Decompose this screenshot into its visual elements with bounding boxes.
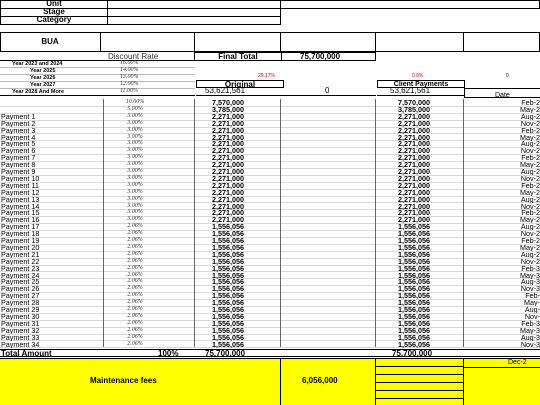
payment-amount: 1,556,056 [212, 306, 244, 313]
payment-name: Payment 1 [1, 112, 36, 120]
client-payment-amount: 3,785,000 [398, 105, 430, 113]
year-label: Year 2023 and 2024 [12, 61, 63, 67]
payment-amount: 1,556,056 [212, 264, 244, 272]
payment-amount: 1,556,056 [212, 292, 244, 300]
client-payment-amount: 2,271,000 [398, 181, 430, 189]
client-payment-amount: 2,271,000 [398, 154, 430, 162]
payment-date: Aug- [524, 306, 540, 313]
client-payment-amount: 1,556,056 [398, 278, 430, 286]
payment-name: Payment 30 [1, 312, 40, 320]
payment-name: Payment 14 [1, 202, 40, 210]
year-rate: 11.00% [120, 88, 139, 94]
payment-amount: 2,271,000 [212, 181, 244, 189]
client-payment-amount: 2,271,000 [398, 209, 430, 217]
payment-date: Aug-3 [520, 333, 540, 341]
payment-name: Payment 18 [1, 230, 40, 238]
year-label: Year 2025 [30, 68, 56, 74]
payment-rate: 3.00% [127, 202, 143, 209]
payment-name: Payment 2 [1, 119, 36, 127]
client-payment-amount: 1,556,056 [398, 292, 430, 300]
payment-rate: 3.00% [127, 126, 143, 133]
client-payment-amount: 1,556,056 [398, 326, 430, 334]
payment-rate: 2.06% [127, 243, 143, 250]
payment-amount: 2,271,000 [212, 216, 244, 224]
payment-rate: 2.06% [127, 264, 143, 271]
discount-rate-label: Discount Rate [108, 52, 159, 61]
payment-date: Nov-2 [520, 174, 540, 182]
payment-name: Payment 11 [1, 181, 39, 189]
client-payment-amount: 1,556,056 [398, 223, 430, 231]
client-underline [377, 95, 465, 96]
bua-divider-2 [194, 32, 195, 52]
client-payments-label: Client Payments [377, 80, 465, 88]
payment-rate: 2.06% [127, 257, 143, 264]
payment-name: Payment 19 [1, 237, 40, 244]
client-payment-amount: 2,271,000 [398, 202, 430, 210]
column-divider [463, 99, 464, 347]
column-divider [194, 99, 195, 347]
client-payment-amount: 1,556,056 [398, 230, 430, 238]
payment-name: Payment 20 [1, 243, 40, 251]
payment-rate: 2.06% [127, 271, 143, 278]
client-payment-amount: 2,271,000 [398, 195, 430, 203]
column-divider [103, 99, 104, 347]
payment-amount: 2,271,000 [212, 112, 244, 120]
payment-amount: 2,271,000 [212, 147, 244, 155]
payment-date: Aug-2 [520, 140, 540, 148]
payment-rate: 3.00% [127, 112, 143, 119]
maintenance-label: Maintenance fees [90, 376, 157, 385]
payment-rate: 3.00% [127, 174, 143, 181]
payment-date: Nov-2 [520, 119, 540, 127]
client-payment-amount: 1,556,056 [398, 312, 430, 320]
payment-amount: 1,556,056 [212, 250, 244, 258]
client-value: 53,621,561 [390, 86, 431, 95]
payment-amount: 1,556,056 [212, 237, 244, 244]
payment-date: Feb-2 [521, 126, 540, 134]
payment-name: Payment 6 [1, 147, 36, 155]
payment-rate: 2.06% [127, 319, 143, 326]
payment-rate: 2.06% [127, 326, 143, 333]
client-payment-amount: 1,556,056 [398, 340, 430, 348]
payment-date: Aug-2 [520, 250, 540, 258]
payment-amount: 2,271,000 [212, 161, 244, 169]
total-row [0, 349, 540, 357]
unit-extra-cell [280, 0, 540, 9]
client-payment-amount: 2,271,000 [398, 216, 430, 224]
maintenance-subline-3 [376, 382, 463, 383]
payment-amount: 2,271,000 [212, 119, 244, 127]
client-payment-amount: 2,271,000 [398, 126, 430, 134]
year-table [0, 60, 195, 94]
payment-amount: 7,570,000 [212, 99, 244, 106]
payment-amount: 1,556,056 [212, 271, 244, 279]
payment-date: Aug-2 [520, 195, 540, 203]
payment-date: Feb- [525, 292, 540, 300]
payment-rate: 2.06% [127, 223, 143, 230]
payment-name: Payment 7 [1, 154, 36, 162]
maintenance-divider-3 [463, 358, 464, 405]
payment-date: Feb-2 [521, 154, 540, 162]
year-row [0, 82, 195, 89]
maintenance-divider-1 [280, 358, 281, 405]
column-divider [280, 99, 281, 347]
payment-name: Payment 16 [1, 216, 40, 224]
payment-date: May-2 [520, 243, 540, 251]
year-rate: 12.00% [120, 81, 139, 87]
payment-date: May-2 [520, 133, 540, 141]
year-rate: 16.00% [120, 60, 139, 66]
year-rate: 13.00% [120, 74, 139, 80]
payment-date: May-3 [520, 326, 540, 334]
client-payment-amount: 2,271,000 [398, 140, 430, 148]
client-payment-amount: 1,556,056 [398, 271, 430, 279]
payment-amount: 1,556,056 [212, 278, 244, 286]
table-row [0, 341, 540, 349]
mid-percent-b: 0.0% [412, 73, 424, 79]
stage-label: Stage [43, 7, 65, 16]
payment-date: May-2 [520, 188, 540, 196]
date-label: Date [495, 92, 510, 99]
client-payment-amount: 1,556,056 [398, 333, 430, 341]
payment-date: Feb-3 [521, 264, 540, 272]
payment-amount: 1,556,056 [212, 223, 244, 231]
payment-rate: 2.06% [127, 333, 143, 340]
payment-amount: 1,556,056 [212, 230, 244, 238]
client-payment-amount: 1,556,056 [398, 243, 430, 251]
column-divider [375, 99, 376, 347]
payment-rate: 2.06% [127, 278, 143, 285]
payment-date: Aug-2 [520, 168, 540, 175]
payment-amount: 2,271,000 [212, 154, 244, 162]
category-label: Category [36, 15, 72, 24]
payment-name: Payment 22 [1, 257, 40, 265]
payment-amount: 1,556,056 [212, 257, 244, 265]
client-payment-amount: 1,556,056 [398, 264, 430, 272]
original-value: 53,621,561 [205, 86, 246, 95]
client-payment-amount: 1,556,056 [398, 237, 430, 244]
client-payment-amount: 1,556,056 [398, 250, 430, 258]
final-total-label: Final Total [194, 52, 282, 61]
payment-rate: 2.06% [127, 299, 143, 306]
payment-rate: 3.00% [127, 209, 143, 216]
payment-amount: 2,271,000 [212, 202, 244, 210]
payment-rate: 10.00% [125, 99, 145, 105]
payment-date: Nov-3 [520, 285, 540, 293]
maintenance-value: 6,056,000 [302, 376, 338, 385]
unit-label: Unit [46, 0, 62, 8]
payment-name: Payment 8 [1, 161, 36, 169]
payment-rate: 2.06% [127, 340, 143, 347]
client-payment-amount: 2,271,000 [398, 147, 430, 155]
zero-value: 0 [325, 86, 330, 95]
payment-name: Payment 12 [1, 188, 40, 196]
total-percent: 100% [158, 349, 179, 358]
payment-amount: 1,556,056 [212, 312, 244, 320]
client-payment-amount: 2,271,000 [398, 188, 430, 196]
payment-rate: 3.00% [127, 140, 143, 147]
payment-amount: 2,271,000 [212, 168, 244, 175]
payment-rate: 3.00% [127, 154, 143, 161]
maintenance-subline-2 [376, 374, 463, 375]
client-payment-amount: 2,271,000 [398, 174, 430, 182]
payment-date: Nov-2 [520, 257, 540, 265]
payment-name: Payment 21 [1, 250, 40, 258]
payment-date: Nov-3 [520, 340, 540, 348]
payment-name: Payment 28 [1, 299, 40, 307]
payment-rate: 3.00% [127, 195, 143, 202]
maintenance-date-line [464, 367, 540, 368]
payment-date: Feb-3 [521, 319, 540, 327]
payment-date: May-2 [520, 216, 540, 224]
payment-date: Aug-2 [520, 112, 540, 120]
bua-divider-4 [375, 32, 376, 52]
payment-rate: 3.00% [127, 168, 143, 174]
payment-date: May-3 [520, 271, 540, 279]
payment-name: Payment 25 [1, 278, 40, 286]
payment-date: May-2 [520, 105, 540, 113]
client-payment-amount: 2,271,000 [398, 119, 430, 127]
bua-divider-1 [100, 32, 101, 52]
total-payment: 75,700,000 [392, 349, 433, 358]
payment-date: Aug-3 [520, 278, 540, 286]
payment-amount: 1,556,056 [212, 319, 244, 327]
payment-rate: 2.06% [127, 292, 143, 299]
original-underline [196, 95, 376, 96]
year-rate: 14.00% [120, 67, 139, 73]
payment-amount: 2,271,000 [212, 133, 244, 141]
payment-name: Payment 27 [1, 292, 40, 300]
year-label: Year 2026 [30, 75, 56, 81]
maintenance-subline-1 [376, 366, 463, 367]
payment-name: Payment 5 [1, 140, 36, 148]
payment-name: Payment 24 [1, 271, 40, 279]
payment-date: Nov- [524, 312, 540, 320]
payment-rate: 2.06% [127, 237, 143, 243]
payment-amount: 2,271,000 [212, 140, 244, 148]
final-total-value: 75,700,000 [300, 52, 341, 61]
payment-name: Payment 13 [1, 195, 40, 203]
client-payment-amount: 7,570,000 [398, 99, 430, 106]
year-row [0, 75, 195, 82]
payment-name: Payment 17 [1, 223, 40, 231]
payment-name: Payment 32 [1, 326, 40, 334]
payment-rate: 2.06% [127, 306, 143, 312]
payment-rate: 3.00% [127, 216, 143, 223]
payment-date: May-2 [520, 161, 540, 169]
date-box [464, 88, 540, 98]
payment-name: Payment 29 [1, 306, 40, 313]
payment-amount: 1,556,056 [212, 299, 244, 307]
payment-name: Payment 9 [1, 168, 36, 175]
year-row [0, 89, 195, 96]
client-payment-amount: 1,556,056 [398, 257, 430, 265]
payment-rate: 3.00% [127, 119, 143, 126]
payment-amount: 1,556,056 [212, 340, 244, 348]
client-payment-amount: 1,556,056 [398, 299, 430, 307]
payment-name: Payment 34 [1, 340, 40, 348]
bua-label: BUA [41, 37, 59, 46]
year-label: Year 2028 And More [12, 89, 65, 95]
payment-name: Payment 3 [1, 126, 36, 134]
payment-rate: 3.00% [127, 181, 143, 188]
payment-amount: 1,556,056 [212, 243, 244, 251]
payment-rate: 2.06% [127, 312, 143, 319]
original-label: Original [196, 80, 284, 88]
maintenance-subline-4 [376, 390, 463, 391]
payment-amount: 2,271,000 [212, 188, 244, 196]
payment-date: May- [524, 299, 540, 307]
bua-divider-5 [463, 32, 464, 52]
payment-rate: 2.06% [127, 285, 143, 292]
payment-amount: 1,556,056 [212, 326, 244, 334]
client-payment-amount: 1,556,056 [398, 285, 430, 293]
payment-date: Feb-2 [521, 99, 540, 106]
payment-name: Payment 10 [1, 174, 40, 182]
payment-amount: 2,271,000 [212, 126, 244, 134]
payment-amount: 2,271,000 [212, 174, 244, 182]
payment-date: Nov-2 [520, 202, 540, 210]
year-label: Year 2027 [30, 82, 56, 88]
payment-rate: 3.00% [127, 188, 143, 195]
payment-date: Feb-2 [521, 209, 540, 217]
payment-rate: 3.00% [127, 161, 143, 168]
client-payment-amount: 2,271,000 [398, 161, 430, 169]
payment-name: Payment 23 [1, 264, 40, 272]
total-label: Total Amount [1, 349, 52, 358]
payment-date: Feb-2 [521, 237, 540, 244]
client-payment-amount: 1,556,056 [398, 319, 430, 327]
payment-name: Payment 26 [1, 285, 40, 293]
bua-divider-3 [280, 32, 281, 52]
mid-percent-a: 29.17% [258, 73, 275, 79]
maintenance-subline-5 [376, 398, 463, 399]
year-row [0, 68, 195, 75]
payment-name: Payment 31 [1, 319, 40, 327]
year-row [0, 61, 195, 68]
payment-name: Payment 33 [1, 333, 40, 341]
payment-rate: 2.06% [127, 230, 143, 237]
payment-amount: 2,271,000 [212, 195, 244, 203]
payment-amount: 1,556,056 [212, 285, 244, 293]
payment-name: Payment 15 [1, 209, 40, 217]
payment-date: Nov-2 [520, 230, 540, 238]
payment-rate: 5.00% [127, 105, 143, 112]
payment-amount: 1,556,056 [212, 333, 244, 341]
mid-zero: 0 [506, 73, 509, 79]
payment-rate: 2.06% [127, 250, 143, 257]
payment-rate: 3.00% [127, 147, 143, 154]
payment-amount: 2,271,000 [212, 209, 244, 217]
payment-amount: 3,785,000 [212, 105, 244, 113]
payment-date: Aug-2 [520, 223, 540, 231]
client-payment-amount: 2,271,000 [398, 168, 430, 175]
client-payment-amount: 1,556,056 [398, 306, 430, 313]
client-payment-amount: 2,271,000 [398, 133, 430, 141]
payment-name: Payment 4 [1, 133, 36, 141]
client-payment-amount: 2,271,000 [398, 112, 430, 120]
maintenance-date: Dec-2 [508, 359, 527, 366]
payment-date: Feb-2 [521, 181, 540, 189]
category-value-cell[interactable] [107, 16, 281, 25]
payment-rate: 3.00% [127, 133, 143, 140]
payment-date: Nov-2 [520, 147, 540, 155]
total-amount: 75,700,000 [205, 349, 246, 358]
